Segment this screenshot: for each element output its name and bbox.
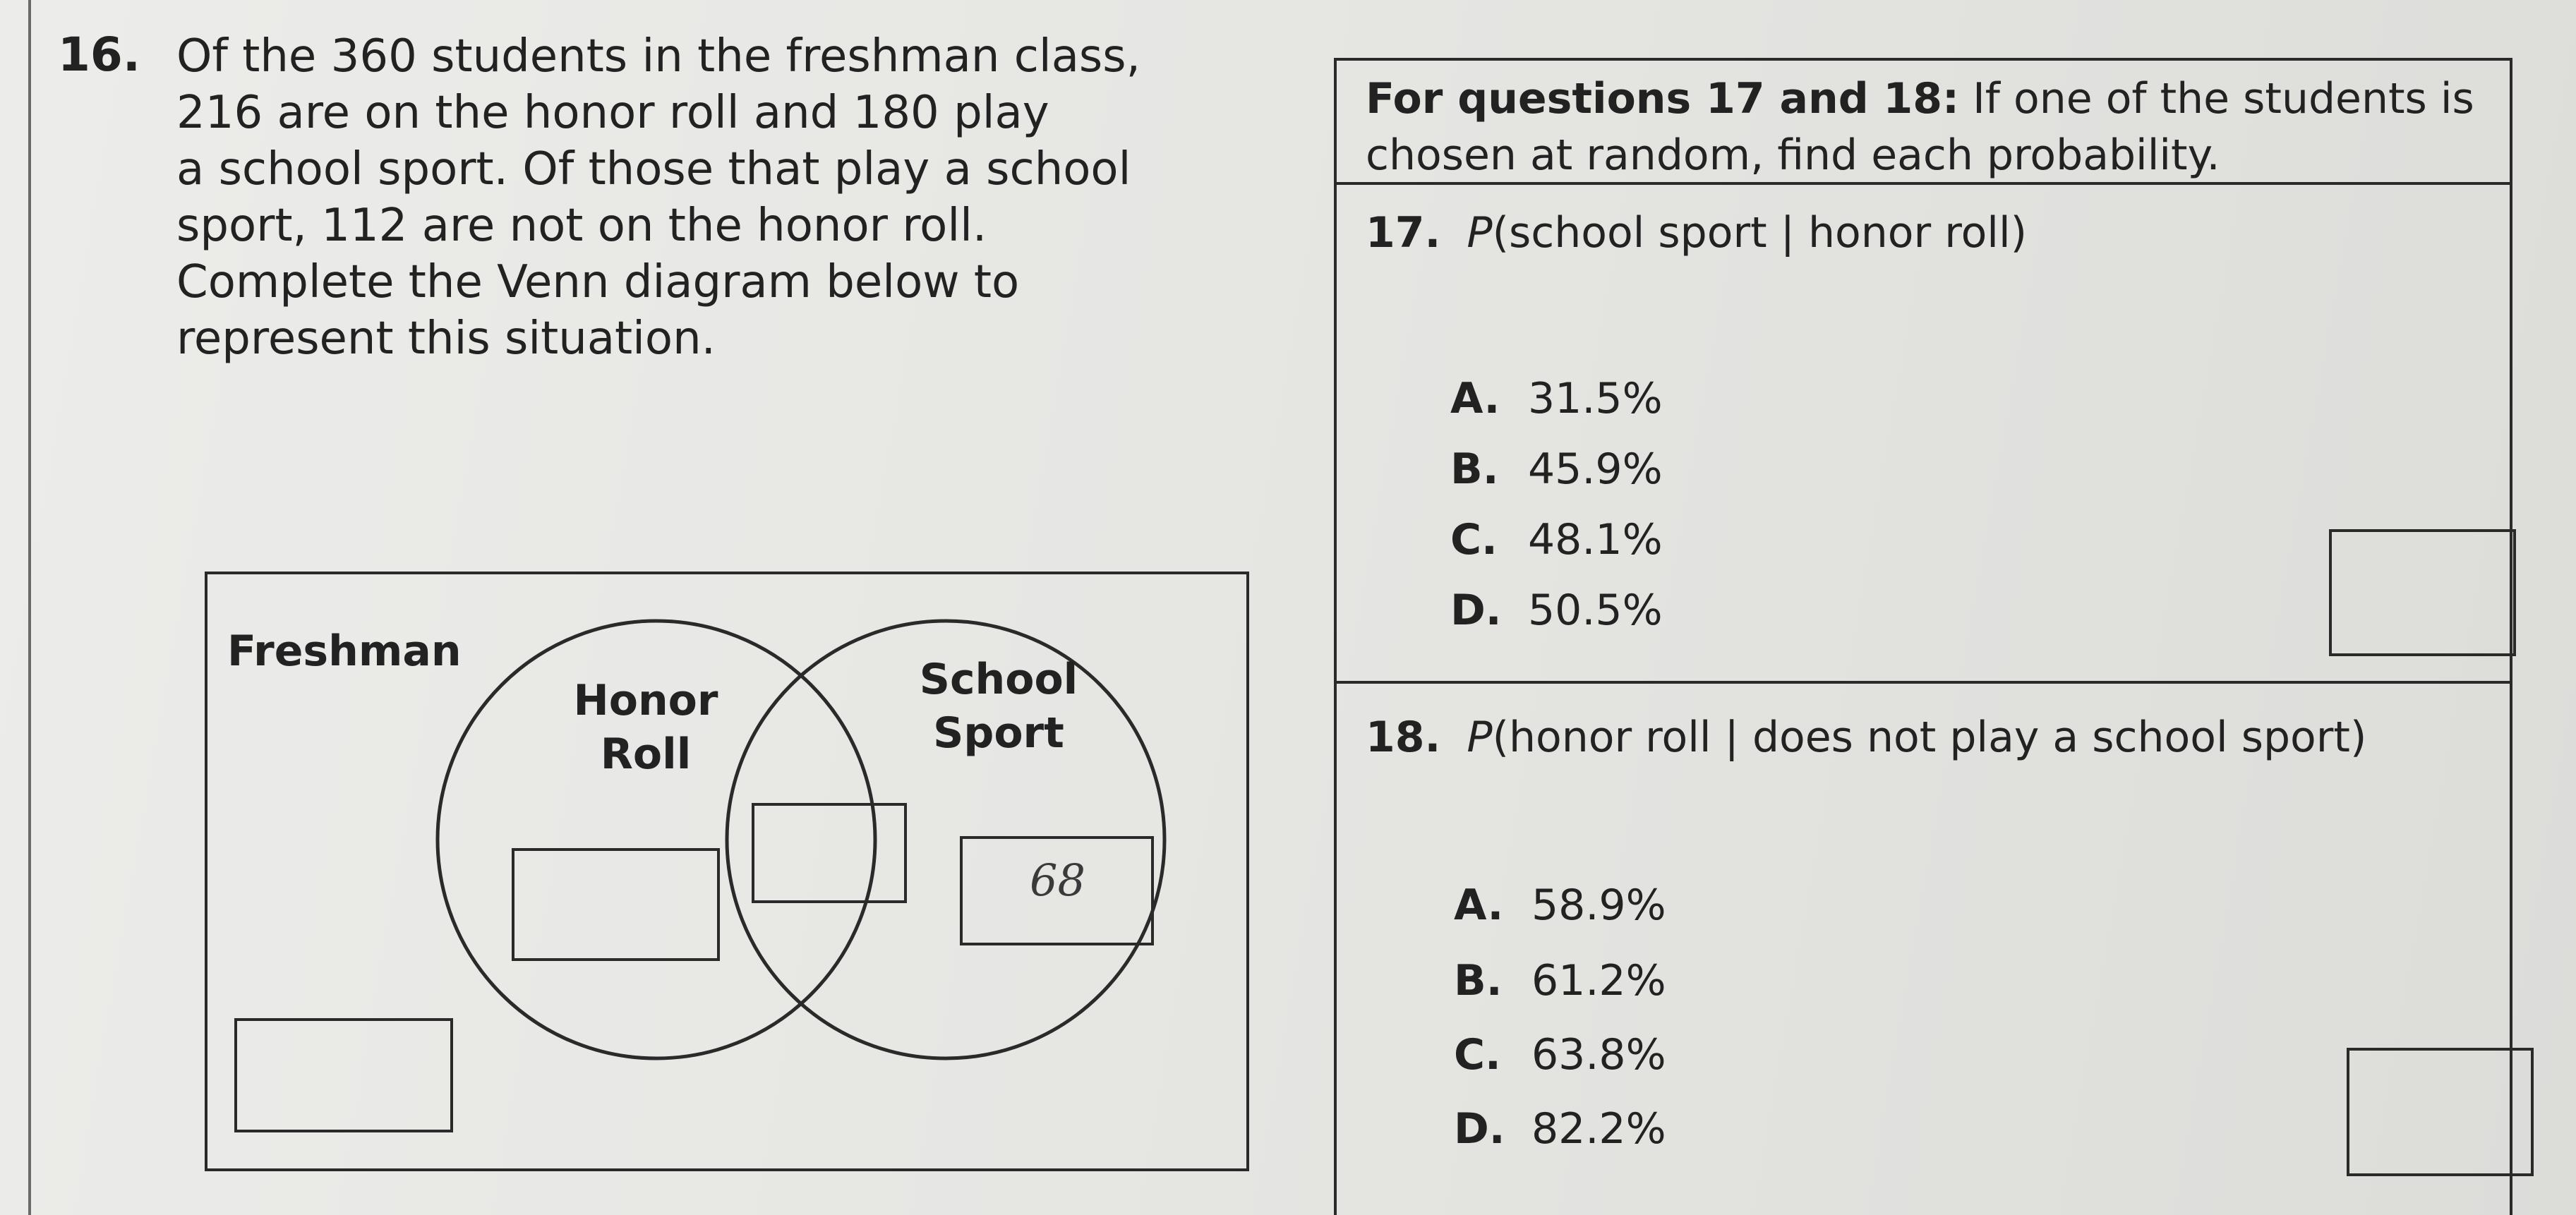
honor-roll-label (550, 674, 741, 781)
q17-choice-d[interactable] (1450, 586, 1663, 635)
q17-choice-b-text: 45.9% (1528, 445, 1663, 494)
q17-q18-divider (1334, 681, 2512, 684)
q17-choice-c-letter: C. (1450, 515, 1498, 564)
q18-choice-a[interactable] (1454, 881, 1666, 930)
honor-roll-label-line-2: Roll (600, 730, 692, 779)
q18-choice-b-letter: B. (1454, 956, 1503, 1005)
q18-choice-d[interactable] (1454, 1104, 1666, 1154)
q17-prompt (1366, 208, 2027, 258)
q17-prompt-text: (school sport | honor roll) (1492, 208, 2028, 258)
honor-roll-label-line-1: Honor (573, 676, 718, 725)
q17-choice-d-letter: D. (1450, 586, 1502, 635)
q17-choice-a-letter: A. (1450, 374, 1500, 423)
q17-choice-b-letter: B. (1450, 445, 1499, 494)
q17-choice-b[interactable] (1450, 445, 1663, 494)
q16-number: 16. (58, 28, 140, 82)
q18-prompt-text: (honor roll | does not play a school sport) (1492, 713, 2367, 762)
q17-choice-a[interactable] (1450, 374, 1663, 423)
q17-answer-box[interactable] (2329, 529, 2516, 656)
q18-choice-a-text: 58.9% (1531, 881, 1666, 930)
instructions-bold: For questions 17 and 18: (1366, 74, 1960, 123)
instructions (1366, 71, 2474, 183)
q18-number: 18. (1366, 713, 1441, 762)
q16-line-4: sport, 112 are not on the honor roll. (176, 200, 987, 252)
q16-line-2: 216 are on the honor roll and 180 play (176, 87, 1049, 139)
school-sport-label-line-2: Sport (933, 708, 1064, 758)
q18-choice-c-letter: C. (1454, 1030, 1501, 1080)
intersection-box[interactable] (752, 803, 907, 903)
instructions-rest: If one of the students is (1959, 74, 2474, 123)
q17-p: P (1467, 208, 1493, 258)
q16-line-3: a school sport. Of those that play a school (176, 143, 1131, 195)
q18-answer-box[interactable] (2347, 1048, 2534, 1176)
q17-choice-c-text: 48.1% (1528, 515, 1663, 564)
neither-box[interactable] (234, 1018, 453, 1132)
school-sport-label-line-1: School (919, 655, 1078, 704)
honor-roll-only-box[interactable] (512, 848, 720, 961)
q17-choice-d-text: 50.5% (1528, 586, 1663, 635)
q18-p: P (1467, 713, 1493, 762)
sport-only-value: 68 (1030, 854, 1085, 906)
q16-line-5: Complete the Venn diagram below to (176, 256, 1020, 308)
q18-choice-c-text: 63.8% (1531, 1030, 1666, 1080)
q16-line-1: Of the 360 students in the freshman class, (176, 30, 1140, 83)
instructions-line-2: chosen at random, find each probability. (1366, 131, 2220, 180)
q18-choice-d-letter: D. (1454, 1104, 1505, 1154)
q18-choice-c[interactable] (1454, 1030, 1666, 1080)
q18-choice-b-text: 61.2% (1531, 956, 1666, 1005)
q18-prompt (1366, 713, 2366, 762)
q16-line-6: represent this situation. (176, 313, 716, 365)
q17-choice-a-text: 31.5% (1528, 374, 1663, 423)
instructions-line-1 (1366, 71, 2474, 127)
q18-choice-d-text: 82.2% (1531, 1104, 1666, 1154)
sport-only-box[interactable] (960, 836, 1154, 945)
q17-choice-c[interactable] (1450, 515, 1663, 564)
q18-choice-b[interactable] (1454, 956, 1666, 1005)
school-sport-label (903, 653, 1094, 760)
freshman-label: Freshman (227, 627, 462, 676)
q18-choice-a-letter: A. (1454, 881, 1504, 930)
q17-number: 17. (1366, 208, 1441, 258)
